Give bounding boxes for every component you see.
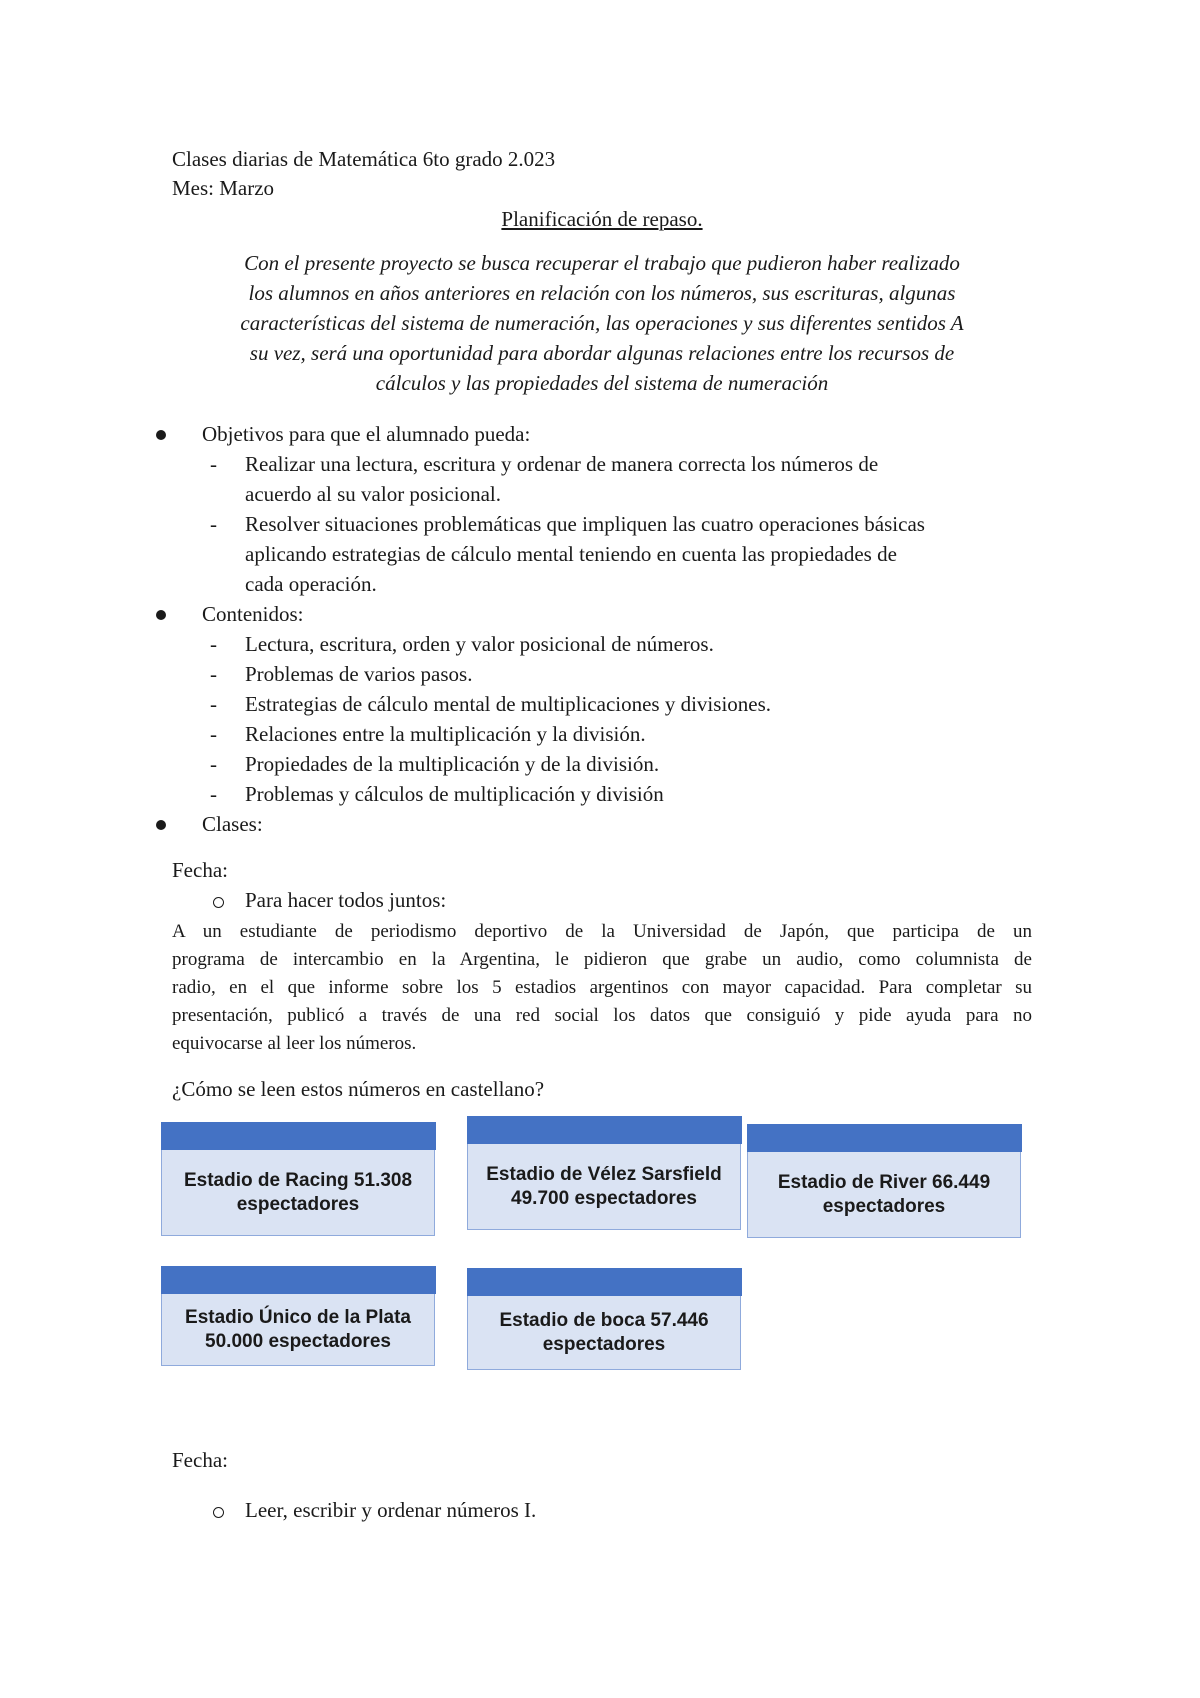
stadium-card-river — [747, 1124, 1021, 1238]
intro-line: cálculos y las propiedades del sistema de numeración — [375, 371, 829, 395]
problem-paragraph — [172, 918, 1032, 1058]
planning-subtitle: Planificación de repaso. — [501, 207, 703, 231]
dash-icon: - — [210, 752, 217, 776]
date-label: Fecha: — [172, 858, 228, 882]
card-header — [467, 1116, 742, 1144]
stadium-text: Estadio de Racing 51.308 espectadores — [183, 1170, 413, 1215]
card-header — [467, 1268, 742, 1296]
content-item: Problemas y cálculos de multiplicación y división — [245, 782, 664, 806]
objective-item-cont: acuerdo al su valor posicional. — [245, 482, 501, 506]
contents-label: Contenidos: — [202, 602, 304, 626]
paragraph-line: programa de intercambio en la Argentina, le pidieron que grabe un audio, como columnista de — [172, 949, 1032, 970]
dash-icon: - — [210, 692, 217, 716]
activity-title: Para hacer todos juntos: — [245, 888, 447, 912]
circle-bullet-icon — [213, 897, 224, 908]
date-label: Fecha: — [172, 1448, 228, 1472]
dash-icon: - — [210, 722, 217, 746]
content-item: Propiedades de la multiplicación y de la división. — [245, 752, 660, 776]
stadium-text: Estadio de River 66.449 espectadores — [777, 1172, 991, 1217]
card-header — [161, 1122, 436, 1150]
objective-item-cont: aplicando estrategias de cálculo mental teniendo en cuenta las propiedades de — [245, 542, 897, 566]
objective-item: Realizar una lectura, escritura y ordenar de manera correcta los números de — [245, 452, 879, 476]
bullet-icon — [156, 430, 166, 440]
content-item: Estrategias de cálculo mental de multiplicaciones y divisiones. — [245, 692, 772, 716]
bullet-icon — [156, 820, 166, 830]
dash-icon: - — [210, 662, 217, 686]
card-header — [161, 1266, 436, 1294]
card-header — [747, 1124, 1022, 1152]
intro-line: Con el presente proyecto se busca recuperar el trabajo que pudieron haber realizado — [244, 251, 960, 275]
intro-line: características del sistema de numeración, las operaciones y sus diferentes sentidos A — [240, 311, 964, 335]
paragraph-line: A un estudiante de periodismo deportivo de la Universidad de Japón, que participa de un — [172, 921, 1032, 942]
paragraph-line: equivocarse al leer los números. — [172, 1033, 417, 1054]
dash-icon: - — [210, 632, 217, 656]
paragraph-line: radio, en el que informe sobre los 5 estadios argentinos con mayor capacidad. Para completar su — [172, 977, 1032, 998]
question-text: ¿Cómo se leen estos números en castellano? — [172, 1077, 545, 1101]
stadium-card-boca — [467, 1268, 741, 1370]
dash-icon: - — [210, 452, 217, 476]
content-item: Problemas de varios pasos. — [245, 662, 473, 686]
circle-bullet-icon — [213, 1507, 224, 1518]
content-item: Lectura, escritura, orden y valor posicional de números. — [245, 632, 714, 656]
stadium-card-velez — [467, 1116, 741, 1230]
classes-label: Clases: — [202, 812, 263, 836]
stadium-text: Estadio de Vélez Sarsfield 49.700 espectadores — [486, 1164, 722, 1209]
stadium-text: Estadio Único de la Plata 50.000 espectadores — [185, 1307, 411, 1352]
paragraph-line: presentación, publicó a través de una red social los datos que consiguió y pide ayuda para no — [172, 1005, 1032, 1026]
dash-icon: - — [210, 512, 217, 536]
intro-line: los alumnos en años anteriores en relación con los números, sus escrituras, algunas — [248, 281, 956, 305]
objective-item-cont: cada operación. — [245, 572, 377, 596]
month-label: Mes: Marzo — [172, 176, 275, 200]
intro-line: su vez, será una oportunidad para abordar algunas relaciones entre los recursos de — [249, 341, 955, 365]
document-title: Clases diarias de Matemática 6to grado 2.023 — [172, 147, 556, 171]
dash-icon: - — [210, 782, 217, 806]
bullet-icon — [156, 610, 166, 620]
objectives-label: Objetivos para que el alumnado pueda: — [202, 422, 531, 446]
intro-paragraph — [172, 248, 1032, 398]
stadium-card-racing — [161, 1122, 435, 1236]
objective-item: Resolver situaciones problemáticas que impliquen las cuatro operaciones básicas — [245, 512, 925, 536]
stadium-text: Estadio de boca 57.446 espectadores — [499, 1310, 709, 1355]
content-item: Relaciones entre la multiplicación y la división. — [245, 722, 646, 746]
activity-title: Leer, escribir y ordenar números I. — [245, 1498, 537, 1522]
stadium-card-la-plata — [161, 1266, 435, 1366]
